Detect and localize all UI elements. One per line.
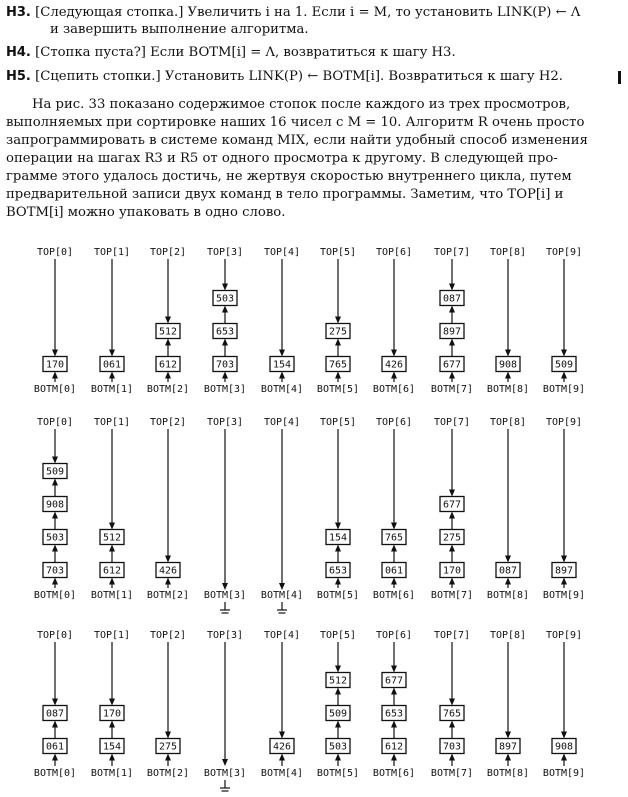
top-pointer-arrow-head	[505, 556, 511, 563]
top-pointer-arrow-head	[449, 284, 455, 291]
top-label: TOP[3]	[206, 630, 244, 641]
record-key: 677	[384, 675, 404, 687]
top-pointer-arrow-head	[391, 350, 397, 357]
top-label: TOP[7]	[433, 417, 471, 428]
link-arrow-head	[52, 721, 58, 728]
botm-label: BOTM[0]	[33, 384, 77, 395]
botm-pointer-arrow-head	[505, 754, 511, 761]
link-arrow-head	[52, 545, 58, 552]
botm-pointer-arrow-head	[561, 754, 567, 761]
botm-pointer-arrow-head	[109, 372, 115, 379]
top-label: TOP[8]	[489, 247, 527, 258]
top-label: TOP[7]	[433, 247, 471, 258]
botm-label: BOTM[6]	[372, 590, 416, 601]
top-label: TOP[5]	[319, 630, 357, 641]
record-key: 087	[498, 565, 518, 577]
botm-pointer-arrow-head	[165, 578, 171, 585]
record-key: 765	[328, 359, 348, 371]
botm-pointer-arrow-head	[279, 372, 285, 379]
top-pointer-arrow-head	[165, 317, 171, 324]
top-pointer-arrow-head	[222, 583, 228, 590]
step-text: [Следующая стопка.] Увеличить i на 1. Если i = M, то установить LINK(P) ← Λ	[35, 5, 581, 20]
link-arrow-head	[222, 339, 228, 346]
record-key: 612	[384, 741, 404, 753]
botm-pointer-arrow-head	[165, 372, 171, 379]
paragraph-line: операции на шагах R3 и R5 от одного просмотра к другому. В следующей про-	[6, 151, 558, 166]
record-key: 512	[328, 675, 348, 687]
top-label: TOP[1]	[93, 630, 131, 641]
record-key: 503	[215, 293, 235, 305]
botm-pointer-arrow-head	[449, 754, 455, 761]
record-key: 509	[328, 708, 348, 720]
record-key: 512	[158, 326, 178, 338]
record-key: 653	[384, 708, 404, 720]
record-key: 061	[45, 741, 65, 753]
botm-label: BOTM[3]	[203, 768, 247, 779]
botm-pointer-arrow-head	[109, 754, 115, 761]
top-pointer-arrow-head	[335, 523, 341, 530]
record-key: 908	[45, 499, 65, 511]
record-key: 426	[158, 565, 178, 577]
record-key: 677	[442, 499, 462, 511]
top-pointer-arrow-head	[561, 732, 567, 739]
link-arrow-head	[109, 721, 115, 728]
record-key: 703	[45, 565, 65, 577]
top-label: TOP[4]	[263, 247, 301, 258]
top-pointer-arrow-head	[165, 556, 171, 563]
paragraph-line: выполняемых при сортировке наших 16 чисел с M = 10. Алгоритм R очень просто	[6, 115, 585, 130]
botm-pointer-arrow-head	[335, 578, 341, 585]
botm-label: BOTM[7]	[430, 384, 474, 395]
record-key: 509	[554, 359, 574, 371]
link-arrow-head	[335, 545, 341, 552]
step-label: H5.	[6, 69, 31, 84]
top-pointer-arrow-head	[222, 759, 228, 766]
record-key: 897	[498, 741, 518, 753]
record-key: 677	[442, 359, 462, 371]
record-key: 765	[384, 532, 404, 544]
top-label: TOP[2]	[149, 417, 187, 428]
top-pointer-arrow-head	[561, 350, 567, 357]
record-key: 154	[328, 532, 348, 544]
botm-label: BOTM[4]	[260, 768, 304, 779]
top-pointer-arrow-head	[52, 457, 58, 464]
botm-pointer-arrow-head	[335, 754, 341, 761]
step-text: [Сцепить стопки.] Установить LINK(P) ← BOTM[i]. Возвратиться к шагу H2.	[35, 69, 563, 84]
botm-label: BOTM[4]	[260, 384, 304, 395]
record-key: 426	[384, 359, 404, 371]
top-pointer-arrow-head	[391, 523, 397, 530]
botm-label: BOTM[4]	[260, 590, 304, 601]
top-pointer-arrow-head	[109, 523, 115, 530]
top-label: TOP[7]	[433, 630, 471, 641]
record-key: 061	[102, 359, 122, 371]
record-key: 061	[384, 565, 404, 577]
top-pointer-arrow-head	[391, 666, 397, 673]
link-arrow-head	[449, 306, 455, 313]
botm-label: BOTM[1]	[90, 590, 134, 601]
record-key: 275	[158, 741, 178, 753]
botm-label: BOTM[6]	[372, 768, 416, 779]
paragraph-line: запрограммировать в системе команд MIX, если найти удобный способ изменения	[6, 133, 588, 148]
botm-label: BOTM[2]	[146, 768, 190, 779]
botm-pointer-arrow-head	[505, 578, 511, 585]
step-text: [Стопка пуста?] Если BOTM[i] = Λ, возвратиться к шагу H3.	[35, 45, 456, 60]
top-label: TOP[9]	[545, 247, 583, 258]
record-key: 703	[442, 741, 462, 753]
botm-label: BOTM[1]	[90, 384, 134, 395]
record-key: 275	[442, 532, 462, 544]
botm-label: BOTM[7]	[430, 768, 474, 779]
botm-label: BOTM[2]	[146, 590, 190, 601]
top-label: TOP[8]	[489, 630, 527, 641]
top-label: TOP[2]	[149, 247, 187, 258]
top-label: TOP[4]	[263, 417, 301, 428]
paragraph-line: На рис. 33 показано содержимое стопок после каждого из трех просмотров,	[32, 97, 571, 112]
link-arrow-head	[165, 339, 171, 346]
top-label: TOP[1]	[93, 417, 131, 428]
link-arrow-head	[52, 479, 58, 486]
record-key: 087	[442, 293, 462, 305]
record-key: 503	[45, 532, 65, 544]
botm-label: BOTM[0]	[33, 590, 77, 601]
botm-label: BOTM[5]	[316, 768, 360, 779]
link-arrow-head	[335, 339, 341, 346]
top-label: TOP[4]	[263, 630, 301, 641]
link-arrow-head	[449, 339, 455, 346]
top-pointer-arrow-head	[165, 732, 171, 739]
link-arrow-head	[391, 721, 397, 728]
top-label: TOP[3]	[206, 247, 244, 258]
botm-label: BOTM[9]	[542, 590, 586, 601]
top-label: TOP[0]	[36, 630, 74, 641]
top-pointer-arrow-head	[279, 350, 285, 357]
botm-label: BOTM[8]	[486, 384, 530, 395]
botm-label: BOTM[8]	[486, 590, 530, 601]
botm-pointer-arrow-head	[109, 578, 115, 585]
top-pointer-arrow-head	[505, 732, 511, 739]
link-arrow-head	[335, 688, 341, 695]
top-label: TOP[1]	[93, 247, 131, 258]
record-key: 087	[45, 708, 65, 720]
record-key: 612	[158, 359, 178, 371]
top-label: TOP[0]	[36, 417, 74, 428]
botm-label: BOTM[5]	[316, 384, 360, 395]
top-pointer-arrow-head	[449, 490, 455, 497]
link-arrow-head	[391, 545, 397, 552]
top-label: TOP[6]	[375, 630, 413, 641]
record-key: 653	[215, 326, 235, 338]
top-label: TOP[2]	[149, 630, 187, 641]
top-pointer-arrow-head	[52, 350, 58, 357]
top-pointer-arrow-head	[52, 699, 58, 706]
record-key: 154	[102, 741, 122, 753]
botm-pointer-arrow-head	[279, 754, 285, 761]
link-arrow-head	[222, 306, 228, 313]
botm-label: BOTM[3]	[203, 590, 247, 601]
record-key: 509	[45, 466, 65, 478]
record-key: 908	[554, 741, 574, 753]
record-key: 170	[102, 708, 122, 720]
botm-pointer-arrow-head	[391, 578, 397, 585]
botm-pointer-arrow-head	[222, 372, 228, 379]
botm-pointer-arrow-head	[391, 754, 397, 761]
botm-pointer-arrow-head	[391, 372, 397, 379]
record-key: 503	[328, 741, 348, 753]
botm-label: BOTM[1]	[90, 768, 134, 779]
botm-pointer-arrow-head	[52, 372, 58, 379]
paragraph-line: предварительной записи двух команд в тело программы. Заметим, что TOP[i] и	[6, 187, 564, 202]
top-label: TOP[9]	[545, 417, 583, 428]
top-label: TOP[0]	[36, 247, 74, 258]
botm-pointer-arrow-head	[52, 754, 58, 761]
record-key: 426	[272, 741, 292, 753]
link-arrow-head	[449, 512, 455, 519]
botm-label: BOTM[9]	[542, 768, 586, 779]
record-key: 612	[102, 565, 122, 577]
botm-pointer-arrow-head	[449, 578, 455, 585]
record-key: 765	[442, 708, 462, 720]
record-key: 897	[554, 565, 574, 577]
botm-label: BOTM[3]	[203, 384, 247, 395]
botm-label: BOTM[2]	[146, 384, 190, 395]
botm-label: BOTM[5]	[316, 590, 360, 601]
record-key: 512	[102, 532, 122, 544]
link-arrow-head	[391, 688, 397, 695]
link-arrow-head	[335, 721, 341, 728]
link-arrow-head	[449, 545, 455, 552]
record-key: 653	[328, 565, 348, 577]
link-arrow-head	[52, 512, 58, 519]
top-label: TOP[5]	[319, 247, 357, 258]
link-arrow-head	[109, 545, 115, 552]
top-pointer-arrow-head	[335, 317, 341, 324]
botm-label: BOTM[8]	[486, 768, 530, 779]
botm-pointer-arrow-head	[52, 578, 58, 585]
top-pointer-arrow-head	[279, 583, 285, 590]
botm-pointer-arrow-head	[561, 372, 567, 379]
top-pointer-arrow-head	[449, 699, 455, 706]
paragraph-line: грамме этого удалось достичь, не жертвуя скоростью внутреннего цикла, путем	[6, 169, 572, 184]
record-key: 170	[45, 359, 65, 371]
top-pointer-arrow-head	[335, 666, 341, 673]
record-key: 154	[272, 359, 292, 371]
step-label: H3.	[6, 5, 31, 20]
record-key: 275	[328, 326, 348, 338]
link-arrow-head	[449, 721, 455, 728]
top-pointer-arrow-head	[109, 350, 115, 357]
top-pointer-arrow-head	[279, 732, 285, 739]
botm-label: BOTM[0]	[33, 768, 77, 779]
botm-pointer-arrow-head	[505, 372, 511, 379]
record-key: 908	[498, 359, 518, 371]
botm-label: BOTM[9]	[542, 384, 586, 395]
top-label: TOP[6]	[375, 247, 413, 258]
top-label: TOP[5]	[319, 417, 357, 428]
botm-pointer-arrow-head	[561, 578, 567, 585]
botm-label: BOTM[6]	[372, 384, 416, 395]
top-label: TOP[6]	[375, 417, 413, 428]
botm-label: BOTM[7]	[430, 590, 474, 601]
top-pointer-arrow-head	[561, 556, 567, 563]
top-label: TOP[8]	[489, 417, 527, 428]
top-label: TOP[3]	[206, 417, 244, 428]
step-continuation: и завершить выполнение алгоритма.	[50, 22, 309, 37]
record-key: 897	[442, 326, 462, 338]
top-pointer-arrow-head	[505, 350, 511, 357]
step-label: H4.	[6, 45, 31, 60]
paragraph-line: BOTM[i] можно упаковать в одно слово.	[6, 205, 286, 220]
record-key: 703	[215, 359, 235, 371]
top-pointer-arrow-head	[222, 284, 228, 291]
record-key: 170	[442, 565, 462, 577]
top-pointer-arrow-head	[109, 699, 115, 706]
top-label: TOP[9]	[545, 630, 583, 641]
botm-pointer-arrow-head	[165, 754, 171, 761]
botm-pointer-arrow-head	[335, 372, 341, 379]
botm-pointer-arrow-head	[449, 372, 455, 379]
